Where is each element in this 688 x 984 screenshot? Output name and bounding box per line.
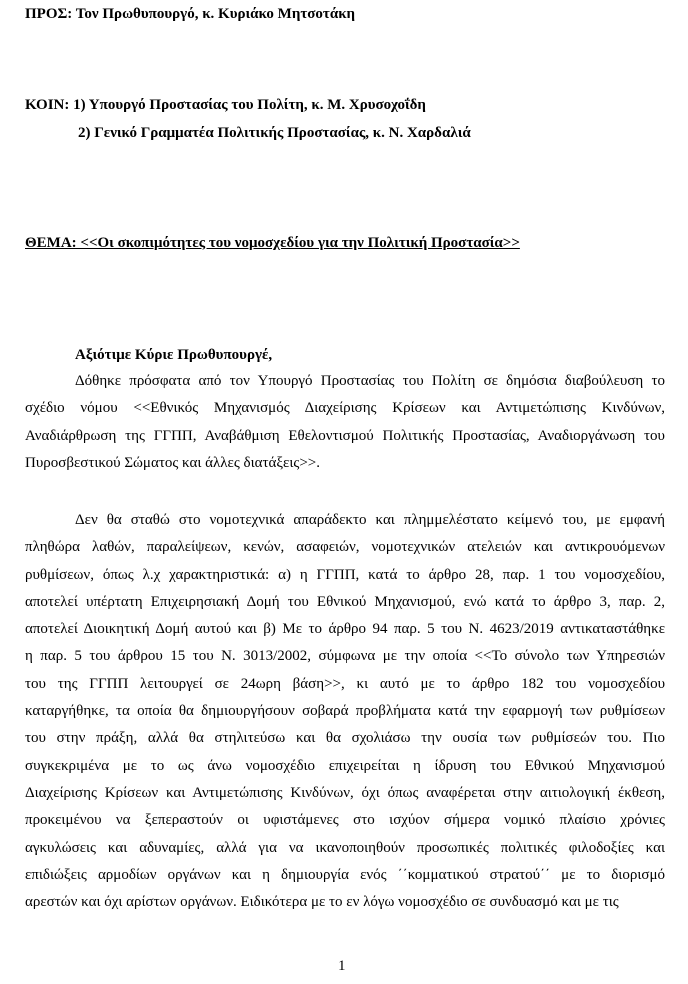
cc-line-1: ΚΟΙΝ: 1) Υπουργό Προστασίας του Πολίτη, κ. Μ. Χρυσοχοΐδη — [25, 97, 426, 113]
text-line: Διαχείρισης Κρίσεων και Αντιμετώπισης Κινδύνων, όχι όπως αναφέρεται στην αιτιολογική έκθεση, — [25, 784, 665, 801]
text-line: του στην πράξη, αλλά θα στηλιτεύσω και θα σχολιάσω την ουσία των ρυθμίσεών του. Πιο — [25, 730, 665, 747]
text-line: αποτελεί Διοικητική Δομή αυτού και β) Με το άρθρο 94 παρ. 5 του Ν. 4623/2019 αντικαταστάθηκε — [25, 621, 665, 638]
recipient-line: ΠΡΟΣ: Τον Πρωθυπουργό, κ. Κυριάκο Μητσοτάκη — [25, 6, 356, 22]
paragraph-1 — [25, 368, 665, 477]
text-line: Αναδιάρθρωση της ΓΓΠΠ, Αναβάθμιση Εθελοντισμού Πολιτικής Προστασίας, Αναδιοργάνωση του — [25, 427, 665, 444]
subject-line: ΘΕΜΑ: <<Οι σκοπιμότητες του νομοσχεδίου για την Πολιτική Προστασία>> — [25, 235, 520, 251]
salutation: Αξιότιμε Κύριε Πρωθυπουργέ, — [75, 347, 273, 363]
text-line: σχέδιο νόμου <<Εθνικός Μηχανισμός Διαχείρισης Κρίσεων και Αντιμετώπισης Κινδύνων, — [25, 400, 665, 417]
text-line: Δόθηκε πρόσφατα από τον Υπουργό Προστασίας του Πολίτη σε δημόσια διαβούλευση το — [75, 373, 665, 389]
page-number: 1 — [338, 958, 346, 974]
text-line: αρεστών και όχι αρίστων οργάνων. Ειδικότερα με το εν λόγω νομοσχέδιο σε συνδυασμό και με τις — [25, 894, 619, 911]
text-line: ρυθμίσεων, όπως λ.χ χαρακτηριστικά: α) η ΓΓΠΠ, κατά το άρθρο 28, παρ. 1 του νομοσχεδίου, — [25, 566, 665, 583]
text-line: Δεν θα σταθώ στο νομοτεχνικά απαράδεκτο και πλημμελέστατο κείμενό του, με εμφανή — [75, 512, 665, 528]
text-line: του της ΓΓΠΠ λειτουργεί σε 24ωρη βάση>>, κι αυτό με το άρθρο 182 του νομοσχεδίου — [25, 675, 665, 692]
text-line: επιδιώξεις αρμοδίων οργάνων και η δημιουργία ενός ΄΄κομματικού στρατού΄΄ με το διορισμό — [25, 866, 665, 883]
text-line: συγκεκριμένα με το ως άνω νομοσχέδιο επιχειρείται η ίδρυση του Εθνικού Μηχανισμού — [25, 757, 665, 774]
text-line: η παρ. 5 του άρθρου 15 του Ν. 3013/2002, σύμφωνα με την οποία <<Το σύνολο των Υπηρεσιών — [25, 648, 665, 665]
text-line: αποτελεί υπέρτατη Επιχειρησιακή Δομή του Εθνικού Μηχανισμού, ενώ κατά το άρθρο 3, παρ. 2, — [25, 593, 665, 610]
text-line: πληθώρα λαθών, παραλείψεων, κενών, ασαφειών, νομοτεχνικών ατελειών και αντικρουόμενων — [25, 539, 665, 556]
text-line: αγκυλώσεις και αδυναμίες, αλλά για να ικανοποιηθούν προσωπικές πολιτικές φιλοδοξίες και — [25, 839, 665, 856]
text-line: Πυροσβεστικού Σώματος και άλλες διατάξεις>>. — [25, 454, 320, 471]
text-line: καταργήθηκε, τα οποία θα δημιουργήσουν σοβαρά προβλήματα κατά την εφαρμογή των ρυθμίσεων — [25, 703, 665, 720]
paragraph-2 — [25, 507, 665, 916]
text-line: προκειμένου να ξεπεραστούν οι υφιστάμενες στο ισχύον σήμερα νομικό πλαίσιο χρόνιες — [25, 812, 665, 829]
cc-line-2: 2) Γενικό Γραμματέα Πολιτικής Προστασίας, κ. Ν. Χαρδαλιά — [78, 125, 471, 141]
